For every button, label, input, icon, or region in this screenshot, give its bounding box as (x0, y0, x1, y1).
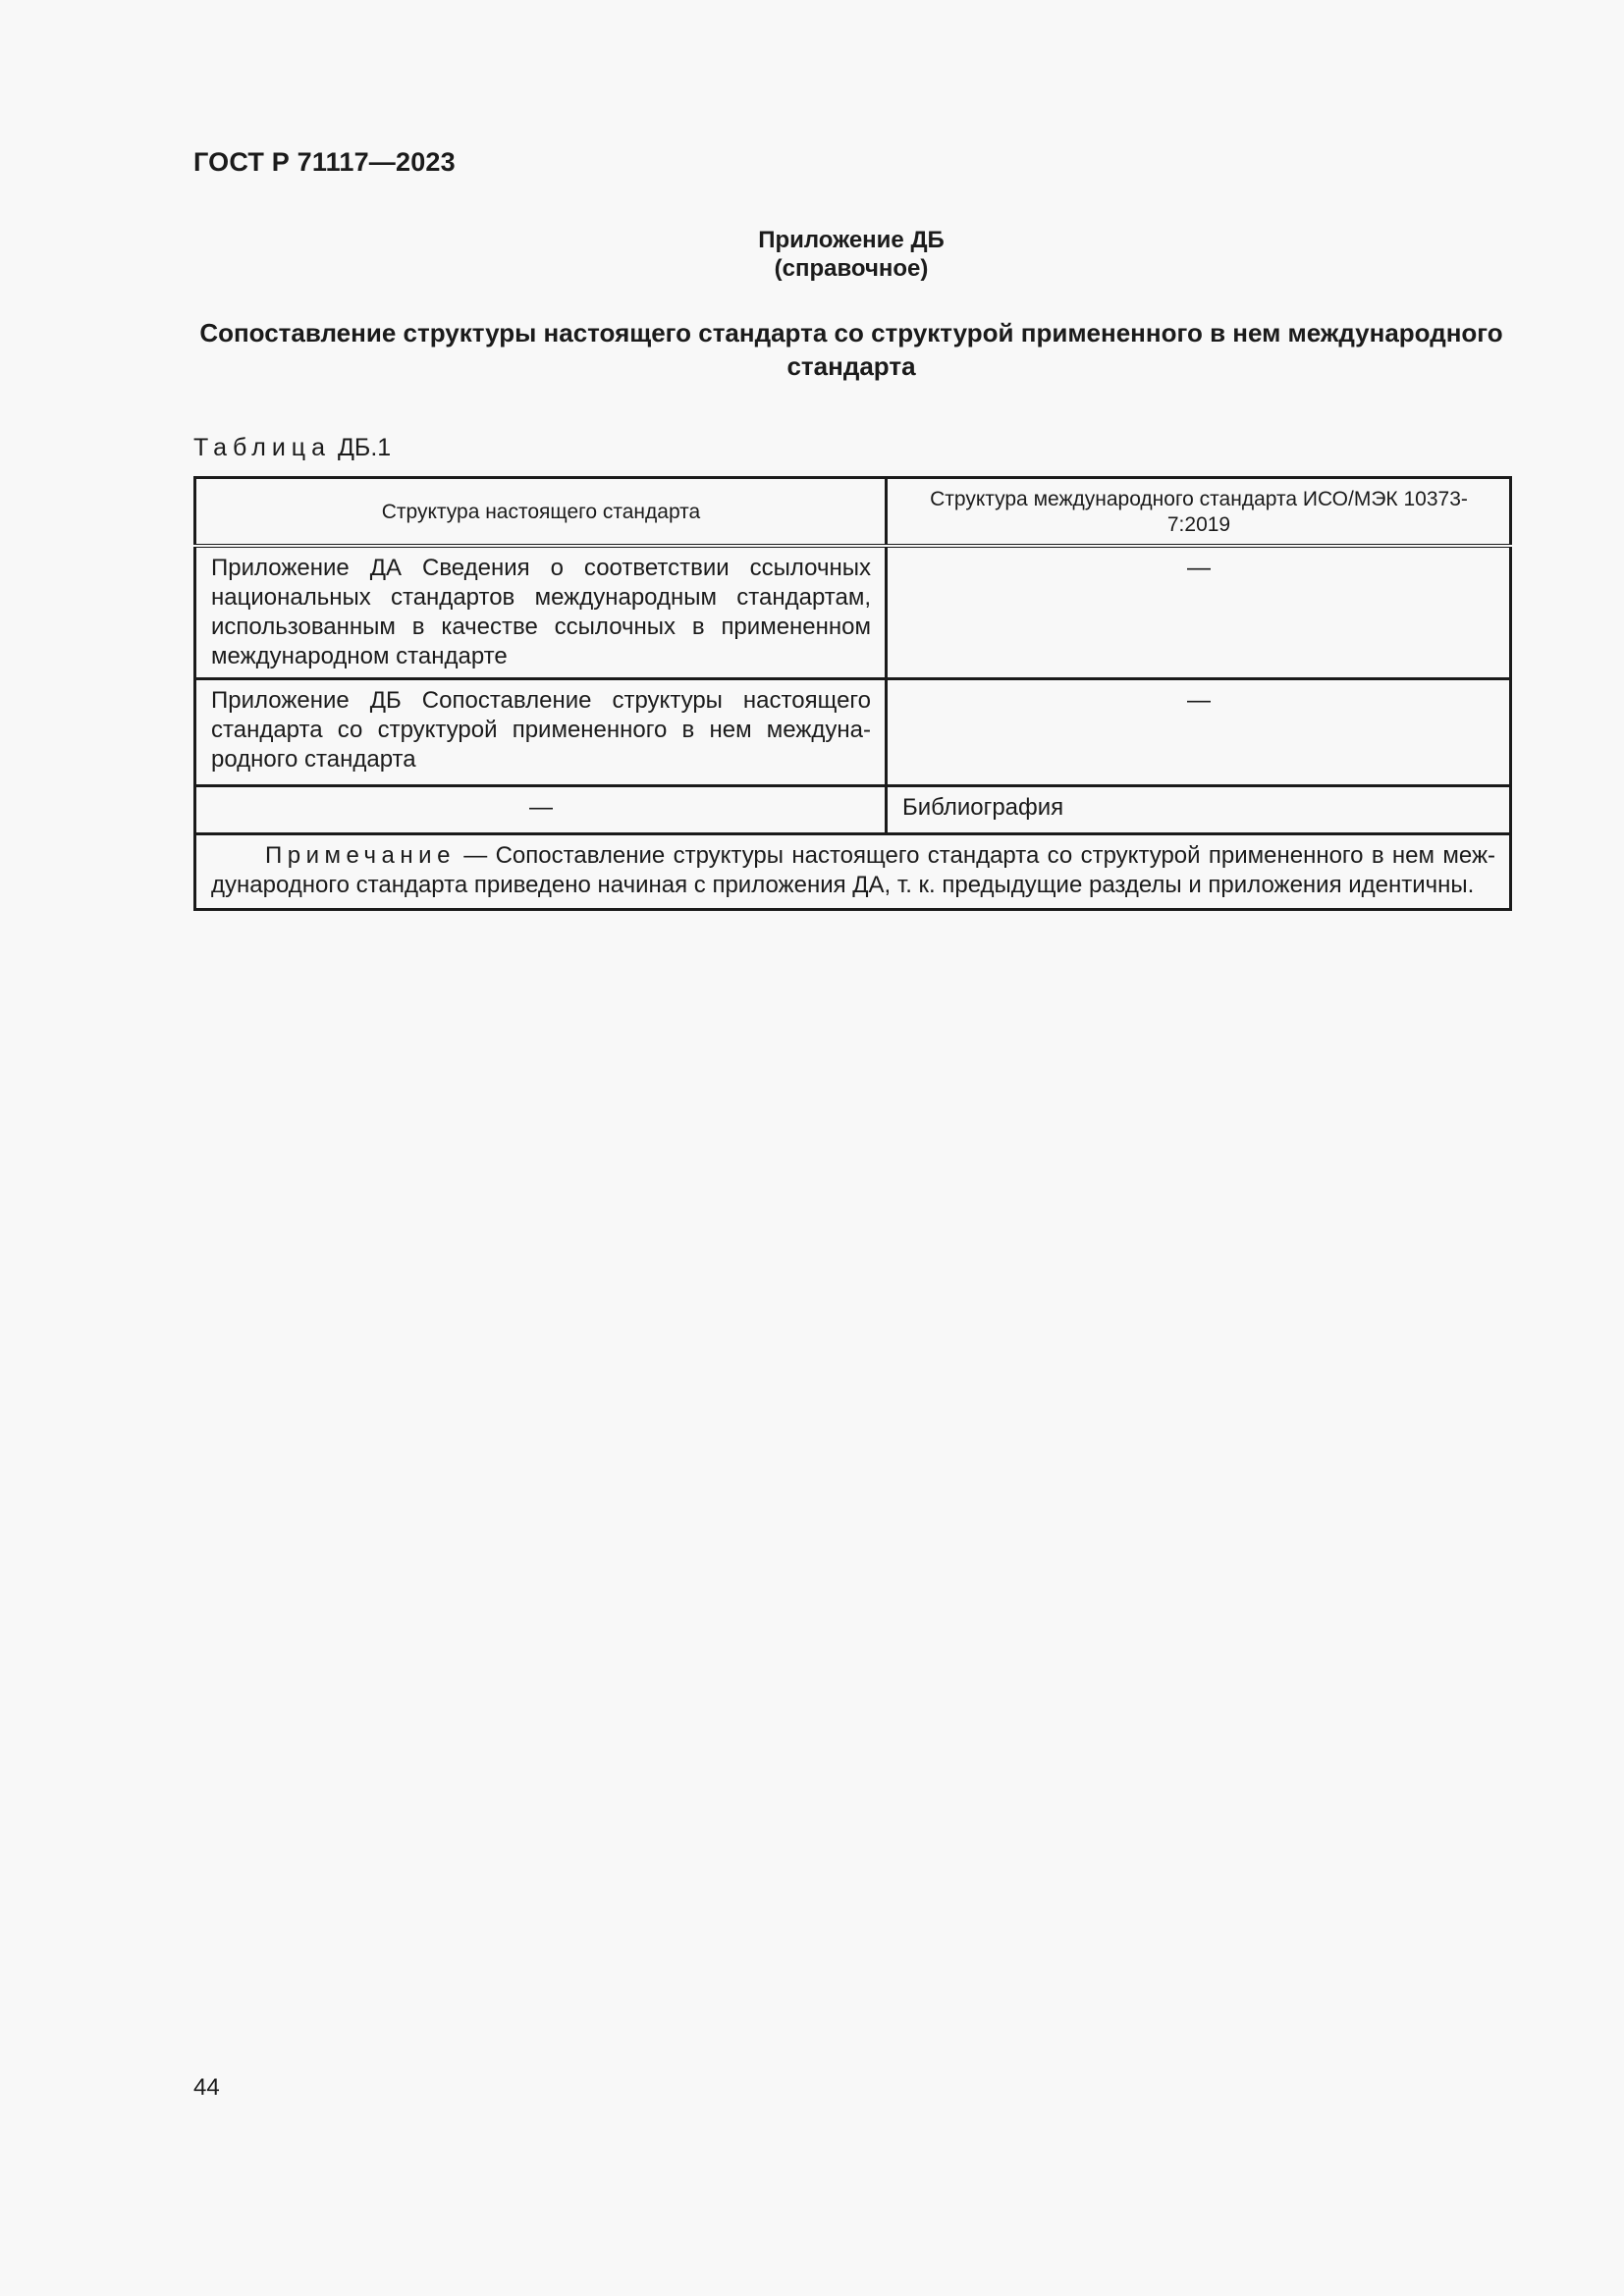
table-row (195, 786, 1511, 834)
page-number: 44 (193, 2074, 220, 2101)
table-row (195, 546, 1511, 679)
table-cell-international: — (887, 679, 1511, 786)
table-cell-national: — (195, 786, 887, 834)
section-title: Сопоставление структуры настоящего стандарта со структурой примененного в нем международного стандарта (199, 318, 1503, 381)
note-text: — Сопоставление структуры настоящего стандарта со структурой примененного в нем международного стандарта приведено начиная с приложения ДА, т. к. предыдущие разделы и приложения идентичны. (211, 842, 1496, 898)
appendix-kind: (справочное) (774, 255, 929, 282)
column-header-international: Структура международного стандарта ИСО/МЭК 10373-7:2019 (887, 478, 1511, 547)
table-note (196, 835, 1509, 908)
table-caption (193, 434, 391, 462)
table-note-cell (195, 834, 1511, 910)
table-row (195, 679, 1511, 786)
table-note-row (195, 834, 1511, 910)
table-header-row (195, 478, 1511, 547)
table-caption-word: Таблица (193, 434, 332, 461)
document-code: ГОСТ Р 71117—2023 (193, 147, 456, 177)
table-cell-international: Библиография (887, 786, 1511, 834)
table-caption-number: ДБ.1 (337, 434, 392, 461)
table-cell-international: — (887, 546, 1511, 679)
table-cell-national: Приложение ДА Сведения о соответствии ссылочных национальных стандартов международным стандартам, использованным в качестве ссылочных в примененном международном стандарте (195, 546, 887, 679)
appendix-title: Приложение ДБ (758, 227, 945, 253)
note-label: Примечание (265, 842, 456, 869)
structure-comparison-table (193, 476, 1512, 911)
table-cell-national: Приложение ДБ Сопоставление структуры настоящего стандарта со структурой примененного в нем международного стандарта (195, 679, 887, 786)
column-header-national: Структура настоящего стандарта (195, 478, 887, 547)
